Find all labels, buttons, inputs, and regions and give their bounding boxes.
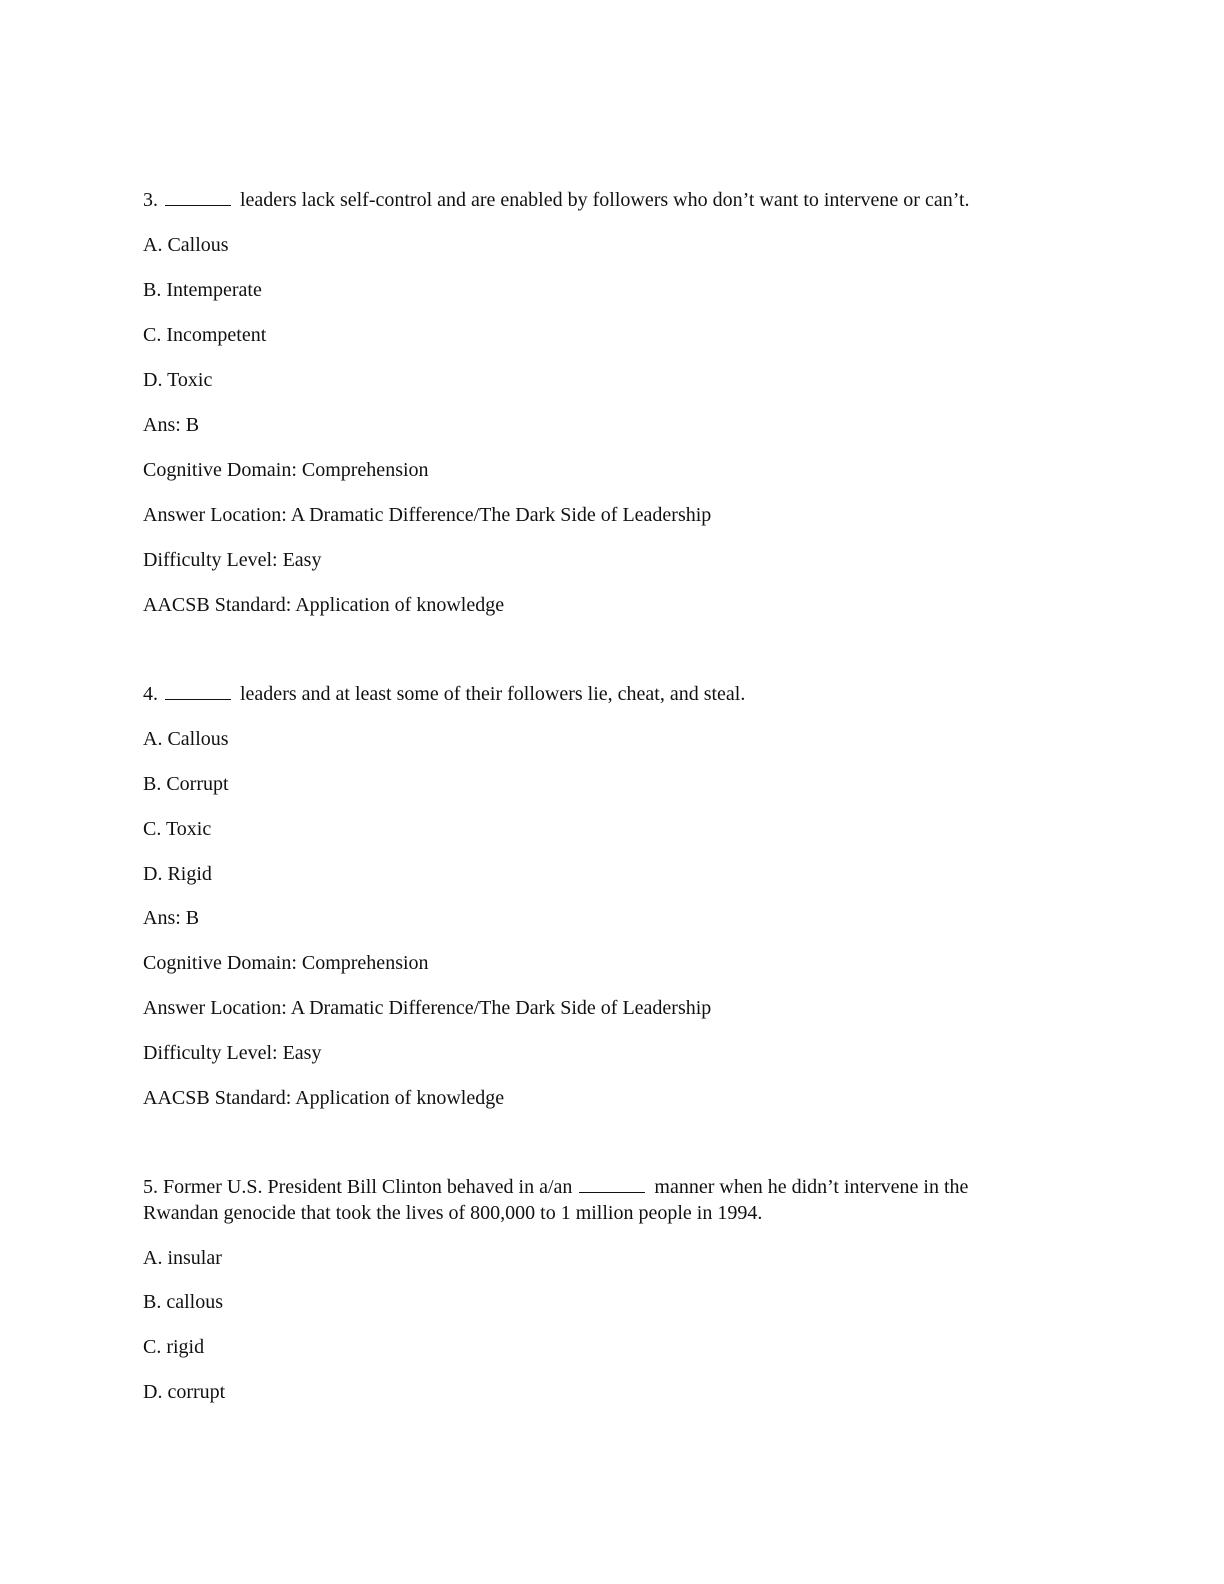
option-c: C. Toxic — [143, 818, 212, 840]
difficulty-level: Difficulty Level: Easy — [143, 549, 322, 571]
option-b: B. callous — [143, 1291, 223, 1313]
option-d: D. corrupt — [143, 1381, 226, 1403]
difficulty-level: Difficulty Level: Easy — [143, 1042, 322, 1064]
aacsb-standard: AACSB Standard: Application of knowledge — [143, 1087, 505, 1109]
answer-blank — [165, 683, 231, 700]
answer: Ans: B — [143, 907, 200, 929]
answer-blank — [165, 189, 231, 206]
question-text: leaders lack self-control and are enabled by followers who don’t want to intervene or can’t. — [240, 189, 970, 211]
option-a: A. insular — [143, 1247, 222, 1269]
option-c: C. Incompetent — [143, 324, 267, 346]
question-4-stem — [143, 681, 745, 707]
option-b: B. Corrupt — [143, 773, 229, 795]
option-d: D. Toxic — [143, 369, 213, 391]
question-text-before: Former U.S. President Bill Clinton behaved in a/an — [163, 1176, 573, 1198]
option-a: A. Callous — [143, 728, 229, 750]
option-b: B. Intemperate — [143, 279, 262, 301]
answer-location: Answer Location: A Dramatic Difference/The Dark Side of Leadership — [143, 504, 712, 526]
option-c: C. rigid — [143, 1336, 205, 1358]
answer-blank — [579, 1176, 645, 1193]
cognitive-domain: Cognitive Domain: Comprehension — [143, 952, 429, 974]
cognitive-domain: Cognitive Domain: Comprehension — [143, 459, 429, 481]
question-number: 3. — [143, 189, 158, 211]
question-text: leaders and at least some of their followers lie, cheat, and steal. — [240, 683, 746, 705]
question-number: 5. — [143, 1176, 158, 1198]
question-text-after: manner when he didn’t intervene in the — [654, 1176, 969, 1198]
question-5-stem — [143, 1174, 968, 1200]
option-a: A. Callous — [143, 234, 229, 256]
answer: Ans: B — [143, 414, 200, 436]
question-3-stem — [143, 187, 970, 213]
answer-location: Answer Location: A Dramatic Difference/The Dark Side of Leadership — [143, 997, 712, 1019]
aacsb-standard: AACSB Standard: Application of knowledge — [143, 594, 505, 616]
question-number: 4. — [143, 683, 158, 705]
question-5-stem-continued: Rwandan genocide that took the lives of 800,000 to 1 million people in 1994. — [143, 1202, 763, 1224]
option-d: D. Rigid — [143, 863, 212, 885]
